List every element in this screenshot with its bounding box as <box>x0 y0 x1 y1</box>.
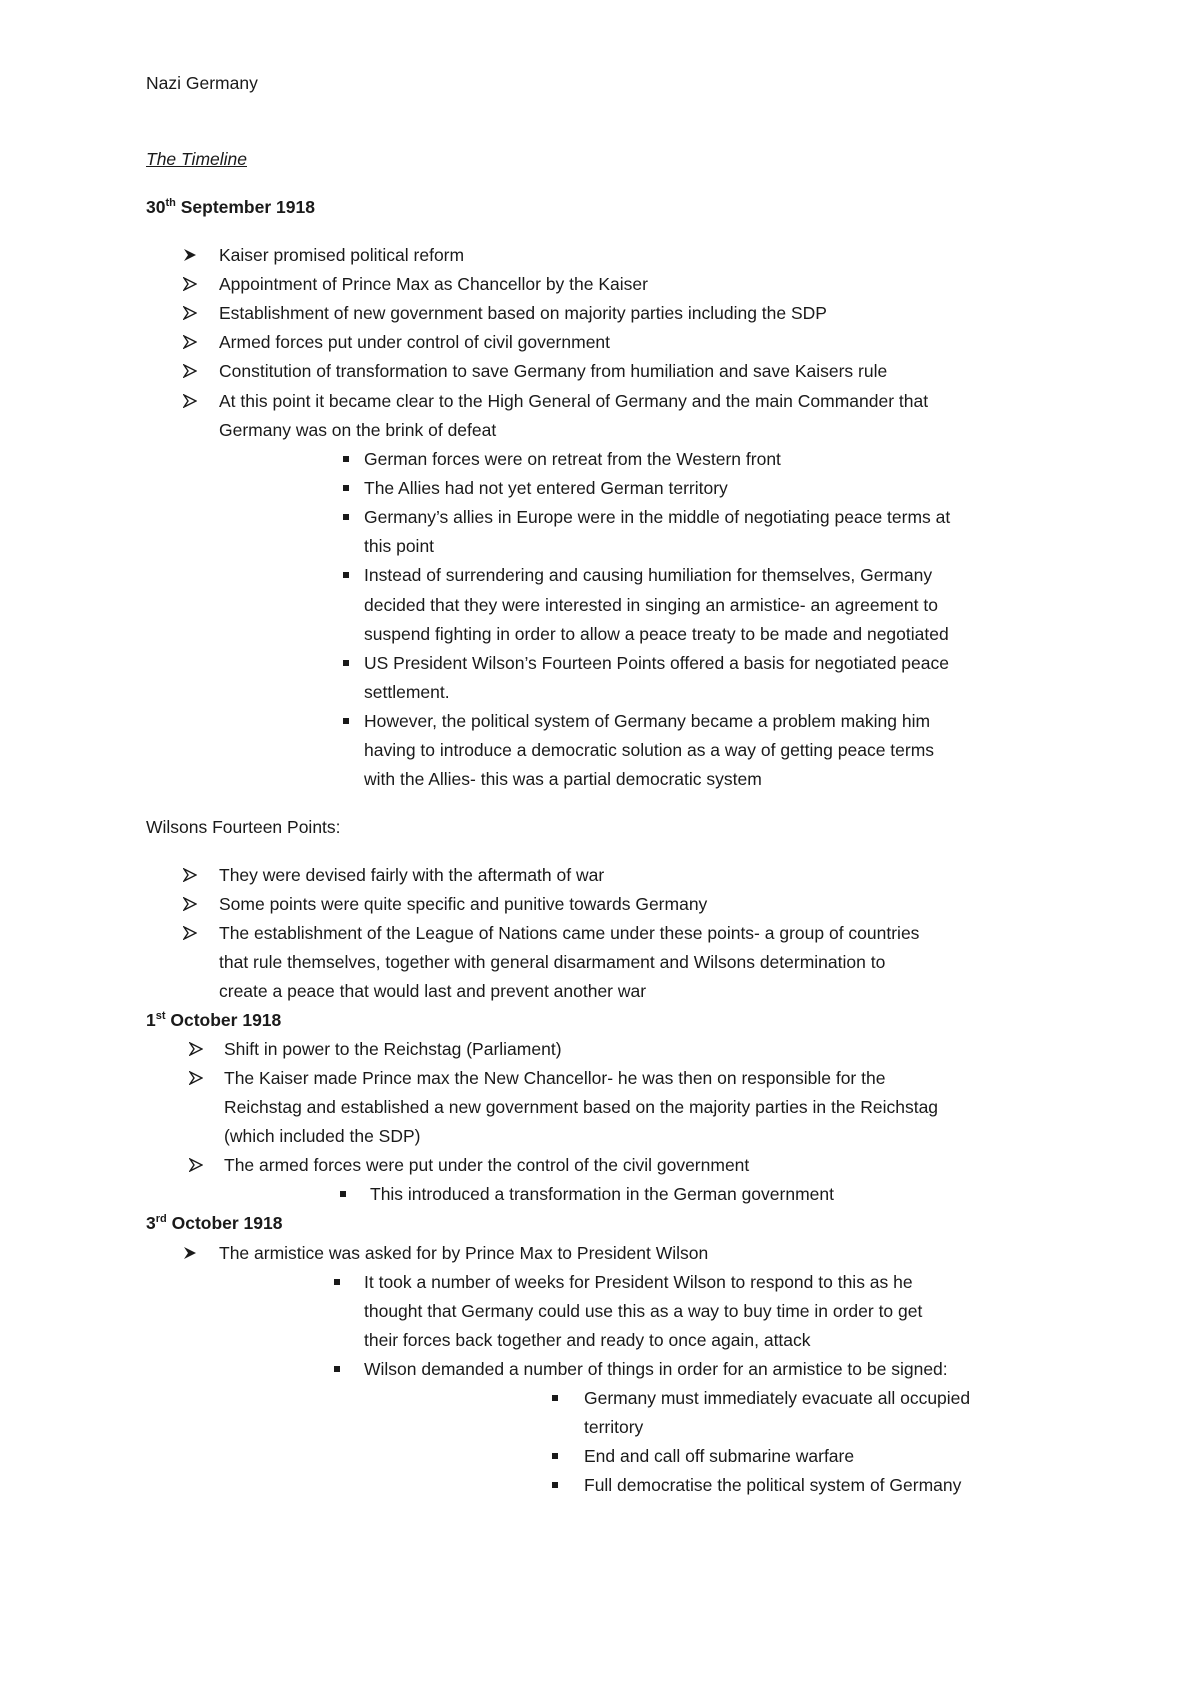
list-item: The armed forces were put under the control of the civil government <box>224 1155 750 1175</box>
sub-list-item: Instead of surrendering and causing humiliation for themselves, Germany <box>364 565 933 585</box>
arrow-bullet-icon <box>183 335 197 349</box>
sub-list-item-continuation: settlement. <box>364 682 450 702</box>
date-heading-3-october: 3rd October 1918 <box>146 1213 283 1233</box>
arrow-bullet-icon <box>189 1042 203 1056</box>
list-item: Kaiser promised political reform <box>219 245 465 265</box>
sub-list-item: This introduced a transformation in the German government <box>370 1184 834 1204</box>
square-bullet-icon <box>334 1279 340 1285</box>
sub-list-item-continuation: this point <box>364 536 435 556</box>
date-heading-30-september: 30th September 1918 <box>146 197 315 217</box>
list-item: Appointment of Prince Max as Chancellor by the Kaiser <box>219 274 648 294</box>
list-item-continuation: Reichstag and established a new government based on the majority parties in the Reichstag <box>224 1097 939 1117</box>
list-item-continuation: create a peace that would last and prevent another war <box>219 981 647 1001</box>
list-item: Constitution of transformation to save Germany from humiliation and save Kaisers rule <box>219 361 888 381</box>
square-bullet-icon <box>343 660 349 666</box>
square-bullet-icon <box>552 1453 558 1459</box>
square-bullet-icon <box>343 456 349 462</box>
arrow-bullet-icon <box>183 868 197 882</box>
sub-list-item: Wilson demanded a number of things in order for an armistice to be signed: <box>364 1359 948 1379</box>
square-bullet-icon <box>552 1395 558 1401</box>
arrow-bullet-icon <box>189 1158 203 1172</box>
date-heading-1-october: 1st October 1918 <box>146 1010 282 1030</box>
square-bullet-icon <box>552 1482 558 1488</box>
arrow-bullet-icon <box>183 926 197 940</box>
list-item-continuation: (which included the SDP) <box>224 1126 421 1146</box>
list-item: They were devised fairly with the aftermath of war <box>219 865 605 885</box>
sub-sub-list-item: End and call off submarine warfare <box>584 1446 855 1466</box>
arrow-bullet-icon <box>189 1071 203 1085</box>
sub-list-item-continuation: suspend fighting in order to allow a peace treaty to be made and negotiated <box>364 624 949 644</box>
square-bullet-icon <box>343 514 349 520</box>
list-item: Establishment of new government based on majority parties including the SDP <box>219 303 827 323</box>
list-item: The establishment of the League of Nations came under these points- a group of countries <box>219 923 920 943</box>
arrow-bullet-icon <box>183 248 197 262</box>
document-title: Nazi Germany <box>146 73 258 93</box>
arrow-bullet-icon <box>183 306 197 320</box>
list-item-continuation: Germany was on the brink of defeat <box>219 420 497 440</box>
sub-list-item: However, the political system of Germany became a problem making him <box>364 711 931 731</box>
list-item: The armistice was asked for by Prince Max to President Wilson <box>219 1243 709 1263</box>
sub-list-item: The Allies had not yet entered German territory <box>364 478 728 498</box>
arrow-bullet-icon <box>183 897 197 911</box>
sub-list-item-continuation: having to introduce a democratic solution as a way of getting peace terms <box>364 740 935 760</box>
square-bullet-icon <box>340 1191 346 1197</box>
sub-sub-list-item: Germany must immediately evacuate all occupied <box>584 1388 971 1408</box>
sub-list-item-continuation: with the Allies- this was a partial democratic system <box>364 769 762 789</box>
wilson-heading: Wilsons Fourteen Points: <box>146 817 341 837</box>
square-bullet-icon <box>343 485 349 491</box>
square-bullet-icon <box>343 718 349 724</box>
list-item: The Kaiser made Prince max the New Chancellor- he was then on responsible for the <box>224 1068 886 1088</box>
sub-sub-list-item: Full democratise the political system of Germany <box>584 1475 962 1495</box>
arrow-bullet-icon <box>183 394 197 408</box>
sub-sub-list-item-continuation: territory <box>584 1417 644 1437</box>
sub-list-item-continuation: their forces back together and ready to once again, attack <box>364 1330 811 1350</box>
sub-list-item: It took a number of weeks for President Wilson to respond to this as he <box>364 1272 913 1292</box>
arrow-bullet-icon <box>183 1246 197 1260</box>
arrow-bullet-icon <box>183 364 197 378</box>
list-item: Shift in power to the Reichstag (Parliament) <box>224 1039 562 1059</box>
sub-list-item: US President Wilson’s Fourteen Points offered a basis for negotiated peace <box>364 653 949 673</box>
list-item: At this point it became clear to the High General of Germany and the main Commander that <box>219 391 929 411</box>
list-item: Some points were quite specific and punitive towards Germany <box>219 894 708 914</box>
sub-list-item: Germany’s allies in Europe were in the middle of negotiating peace terms at <box>364 507 951 527</box>
list-item-continuation: that rule themselves, together with general disarmament and Wilsons determination to <box>219 952 886 972</box>
list-item: Armed forces put under control of civil government <box>219 332 611 352</box>
sub-list-item-continuation: thought that Germany could use this as a way to buy time in order to get <box>364 1301 923 1321</box>
arrow-bullet-icon <box>183 277 197 291</box>
sub-list-item: German forces were on retreat from the Western front <box>364 449 781 469</box>
square-bullet-icon <box>343 572 349 578</box>
section-title: The Timeline <box>146 149 247 169</box>
sub-list-item-continuation: decided that they were interested in singing an armistice- an agreement to <box>364 595 938 615</box>
square-bullet-icon <box>334 1366 340 1372</box>
